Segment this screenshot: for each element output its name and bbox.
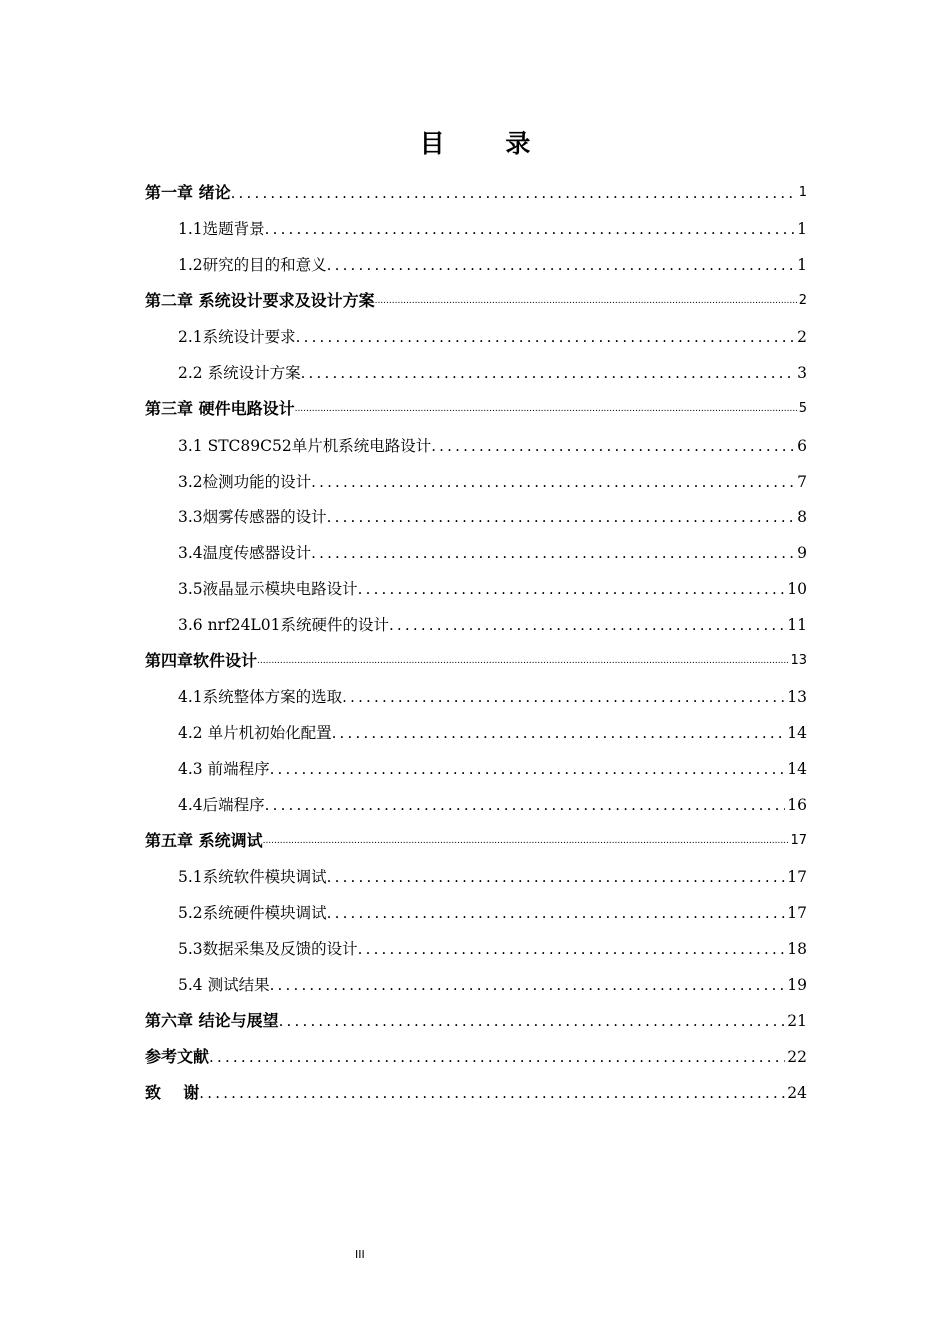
toc-entry-page: 13 xyxy=(790,653,807,668)
toc-entry[interactable] xyxy=(178,793,807,817)
toc-entry-page: 17 xyxy=(790,833,807,848)
toc-entry-label: 3.1 STC89C52单片机系统电路设计 xyxy=(178,437,432,455)
toc-entry-label: 4.1系统整体方案的选取 xyxy=(178,688,343,706)
toc-entry-page: 14 xyxy=(787,760,807,778)
toc-entry-label: 4.4后端程序 xyxy=(178,796,265,814)
toc-entry-label: 4.3 前端程序 xyxy=(178,760,270,778)
toc-entry[interactable] xyxy=(145,1081,807,1105)
toc-entry-page: 17 xyxy=(787,868,807,886)
toc-entry-page: 5 xyxy=(798,401,807,416)
toc-leader-dots xyxy=(279,1009,786,1033)
toc-entry-page: 19 xyxy=(787,976,807,994)
toc-entry-label: 第二章 系统设计要求及设计方案 xyxy=(145,291,375,310)
toc-leader-dots xyxy=(375,289,797,313)
toc-entry-label: 5.3数据采集及反馈的设计 xyxy=(178,940,358,958)
toc-leader-dots xyxy=(327,865,786,889)
toc-entry[interactable] xyxy=(178,217,807,241)
toc-entry-label: 2.2 系统设计方案 xyxy=(178,364,301,382)
toc-leader-dots xyxy=(295,397,797,421)
toc-entry-label: 1.1选题背景 xyxy=(178,220,265,238)
toc-entry-page: 1 xyxy=(797,256,807,274)
toc-entry-page: 22 xyxy=(787,1048,807,1066)
toc-leader-dots xyxy=(358,937,786,961)
toc-entry[interactable] xyxy=(178,937,807,961)
toc-entry-label: 致 谢 xyxy=(145,1083,200,1102)
toc-entry-page: 9 xyxy=(797,544,807,562)
toc-entry-label: 2.1系统设计要求 xyxy=(178,328,296,346)
toc-entry-label: 第六章 结论与展望 xyxy=(145,1011,279,1030)
toc-entry-page: 21 xyxy=(787,1012,807,1030)
toc-entry-page: 1 xyxy=(797,220,807,238)
toc-leader-dots xyxy=(311,541,795,565)
toc-entry[interactable] xyxy=(178,865,807,889)
toc-entry[interactable] xyxy=(178,613,807,637)
toc-entry[interactable] xyxy=(145,1009,807,1033)
toc-entry[interactable] xyxy=(178,253,807,277)
toc-leader-dots xyxy=(327,505,795,529)
toc-entry-label: 参考文献 xyxy=(145,1047,210,1066)
toc-entry-label: 5.2系统硬件模块调试 xyxy=(178,904,327,922)
toc-entry[interactable] xyxy=(178,434,807,458)
toc-entry[interactable] xyxy=(178,901,807,925)
page-title: 目 录 xyxy=(419,129,557,158)
toc-entry[interactable] xyxy=(145,397,807,421)
toc-leader-dots xyxy=(231,181,797,205)
toc-entry-label: 第四章软件设计 xyxy=(145,651,258,670)
toc-entry[interactable] xyxy=(178,721,807,745)
toc-entry-label: 第三章 硬件电路设计 xyxy=(145,399,295,418)
toc-leader-dots xyxy=(263,829,789,853)
toc-entry-page: 13 xyxy=(787,688,807,706)
toc-leader-dots xyxy=(358,577,786,601)
toc-leader-dots xyxy=(327,253,795,277)
toc-entry-label: 3.2检测功能的设计 xyxy=(178,473,312,491)
toc-leader-dots xyxy=(389,613,785,637)
toc-leader-dots xyxy=(265,793,786,817)
toc-entry-page: 1 xyxy=(798,185,807,200)
toc-leader-dots xyxy=(332,721,786,745)
toc-entry[interactable] xyxy=(178,577,807,601)
toc-entry[interactable] xyxy=(145,289,807,313)
toc-entry[interactable] xyxy=(145,1045,807,1069)
toc-entry[interactable] xyxy=(145,181,807,205)
toc-entry[interactable] xyxy=(178,973,807,997)
toc-entry-page: 17 xyxy=(787,904,807,922)
toc-leader-dots xyxy=(199,1081,785,1105)
toc-entry-page: 18 xyxy=(787,940,807,958)
toc-entry-label: 3.4温度传感器设计 xyxy=(178,544,312,562)
toc-entry-page: 11 xyxy=(787,616,807,634)
toc-entry[interactable] xyxy=(178,685,807,709)
toc-entry-label: 5.1系统软件模块调试 xyxy=(178,868,327,886)
toc-entry-label: 5.4 测试结果 xyxy=(178,976,270,994)
toc-entry[interactable] xyxy=(145,829,807,853)
toc-entry-label: 3.6 nrf24L01系统硬件的设计 xyxy=(178,616,389,634)
toc-entry-page: 2 xyxy=(798,293,807,308)
toc-entry-page: 16 xyxy=(787,796,807,814)
toc-leader-dots xyxy=(431,434,795,458)
toc-entry[interactable] xyxy=(145,649,807,673)
toc-entry-page: 7 xyxy=(797,473,807,491)
toc-leader-dots xyxy=(209,1045,785,1069)
toc-entry-label: 3.5液晶显示模块电路设计 xyxy=(178,580,358,598)
toc-leader-dots xyxy=(327,901,786,925)
toc-entry[interactable] xyxy=(178,541,807,565)
toc-entry-label: 第五章 系统调试 xyxy=(145,831,263,850)
toc-entry-label: 3.3烟雾传感器的设计 xyxy=(178,508,327,526)
toc-entry-page: 3 xyxy=(797,364,807,382)
toc-entry[interactable] xyxy=(178,361,807,385)
toc-entry-page: 8 xyxy=(797,508,807,526)
toc-entry[interactable] xyxy=(178,505,807,529)
toc-entry[interactable] xyxy=(178,757,807,781)
toc-entry-page: 6 xyxy=(797,437,807,455)
page-number: III xyxy=(355,1248,365,1261)
toc-leader-dots xyxy=(270,757,786,781)
toc-entry-page: 14 xyxy=(787,724,807,742)
toc-entry-label: 第一章 绪论 xyxy=(145,183,231,202)
toc-entry-page: 2 xyxy=(797,328,807,346)
toc-entry[interactable] xyxy=(178,470,807,494)
toc-entry-label: 1.2研究的目的和意义 xyxy=(178,256,327,274)
toc-leader-dots xyxy=(265,217,795,241)
toc-leader-dots xyxy=(342,685,785,709)
toc-entry-page: 10 xyxy=(787,580,807,598)
toc-leader-dots xyxy=(296,325,795,349)
toc-entry[interactable] xyxy=(178,325,807,349)
toc-leader-dots xyxy=(311,470,795,494)
toc-leader-dots xyxy=(270,973,786,997)
toc-leader-dots xyxy=(301,361,796,385)
toc-leader-dots xyxy=(257,649,788,673)
toc-entry-page: 24 xyxy=(787,1084,807,1102)
toc-entry-label: 4.2 单片机初始化配置 xyxy=(178,724,332,742)
